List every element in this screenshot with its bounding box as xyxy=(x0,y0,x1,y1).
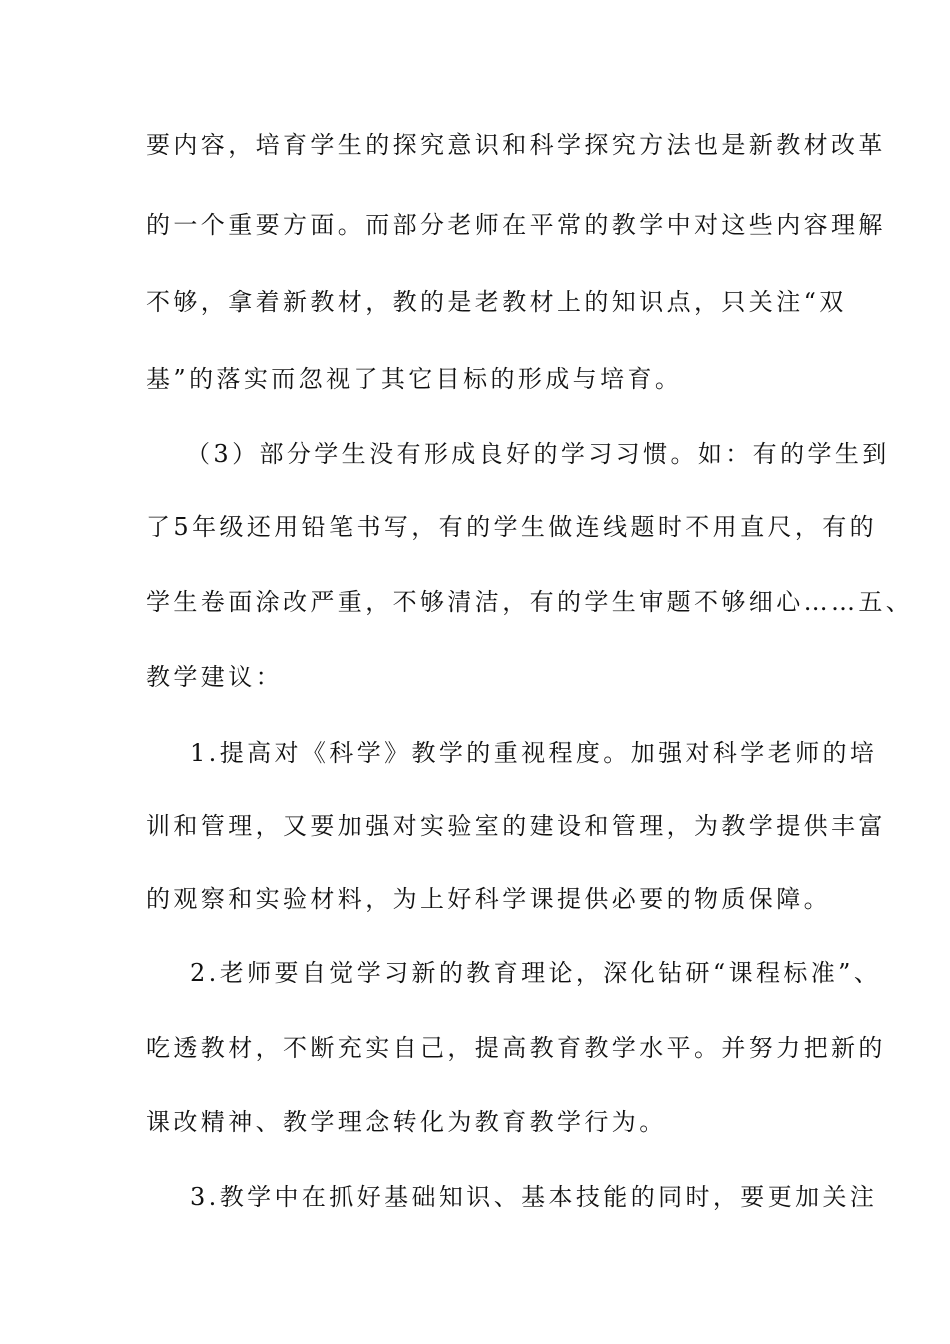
text-line-12: 2.老师要自觉学习新的教育理论，深化钻研“课程标准”、 xyxy=(190,959,882,987)
text-line-4: 基”的落实而忽视了其它目标的形成与培育。 xyxy=(146,365,683,393)
text-line-8: 教学建议： xyxy=(146,663,283,691)
text-line-7: 学生卷面涂改严重，不够清洁，有的学生审题不够细心……五、 xyxy=(146,588,914,616)
text-line-1: 要内容，培育学生的探究意识和科学探究方法也是新教材改革 xyxy=(146,131,886,159)
text-line-15: 3.教学中在抓好基础知识、基本技能的同时，要更加关注 xyxy=(190,1183,878,1211)
text-line-13: 吃透教材，不断充实自己，提高教育教学水平。并努力把新的 xyxy=(146,1034,886,1062)
text-line-14: 课改精神、教学理念转化为教育教学行为。 xyxy=(146,1108,667,1136)
text-line-2: 的一个重要方面。而部分老师在平常的教学中对这些内容理解 xyxy=(146,211,886,239)
text-line-11: 的观察和实验材料，为上好科学课提供必要的物质保障。 xyxy=(146,885,831,913)
text-line-9: 1.提高对《科学》教学的重视程度。加强对科学老师的培 xyxy=(190,739,878,767)
text-line-6: 了5年级还用铅笔书写，有的学生做连线题时不用直尺，有的 xyxy=(146,513,878,541)
text-line-5: （3）部分学生没有形成良好的学习习惯。如：有的学生到 xyxy=(186,440,890,468)
text-line-10: 训和管理，又要加强对实验室的建设和管理，为教学提供丰富 xyxy=(146,812,886,840)
text-line-3: 不够，拿着新教材，教的是老教材上的知识点，只关注“双 xyxy=(146,288,847,316)
